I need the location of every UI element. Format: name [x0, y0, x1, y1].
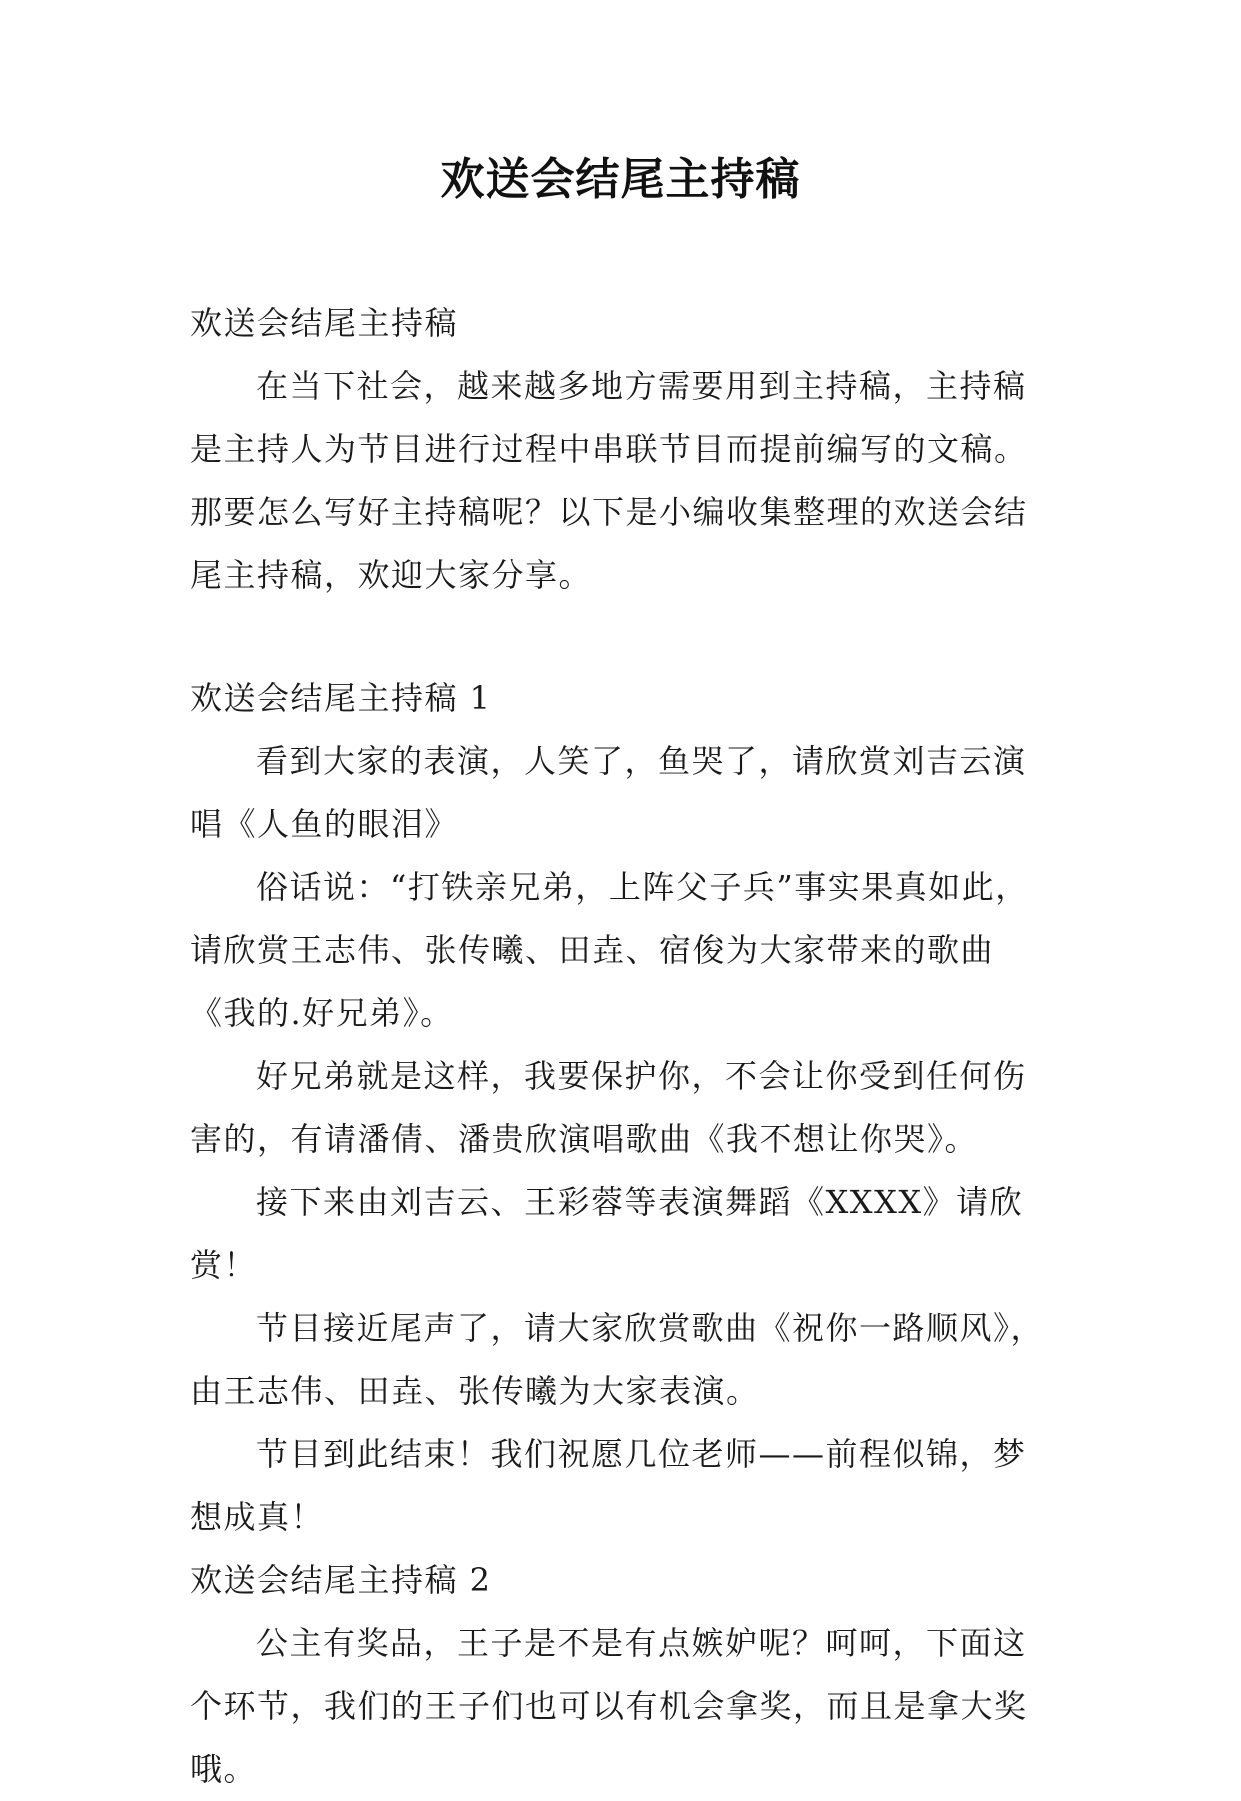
section-heading: 欢送会结尾主持稿 2 — [190, 1561, 492, 1599]
paragraph: 接下来由刘吉云、王彩蓉等表演舞蹈《XXXX》请欣赏！ — [190, 1183, 1024, 1284]
paragraph-spacer — [190, 607, 1056, 667]
document-body — [190, 292, 1056, 1801]
paragraph: 好兄弟就是这样，我要保护你，不会让你受到任何伤害的，有请潘倩、潘贵欣演唱歌曲《我不想让你哭》。 — [190, 1057, 1027, 1158]
section-heading: 欢送会结尾主持稿 — [190, 304, 459, 342]
paragraph: 节目接近尾声了，请大家欣赏歌曲《祝你一路顺风》，由王志伟、田垚、张传曦为大家表演。 — [190, 1309, 1045, 1410]
paragraph: 公主有奖品，王子是不是有点嫉妒呢？呵呵，下面这个环节，我们的王子们也可以有机会拿奖，而且是拿大奖哦。 — [190, 1624, 1028, 1788]
paragraph: 在当下社会，越来越多地方需要用到主持稿，主持稿是主持人为节目进行过程中串联节目而提前编写的文稿。那要怎么写好主持稿呢？以下是小编收集整理的欢送会结尾主持稿，欢迎大家分享。 — [190, 367, 1028, 594]
paragraph: 节目到此结束！我们祝愿几位老师——前程似锦，梦想成真！ — [190, 1435, 1027, 1536]
section-heading: 欢送会结尾主持稿 1 — [190, 679, 492, 717]
document-title: 欢送会结尾主持稿 — [440, 154, 801, 205]
paragraph: 俗话说：“打铁亲兄弟，上阵父子兵”事实果真如此，请欣赏王志伟、张传曦、田垚、宿俊为大家带来的歌曲《我的.好兄弟》。 — [190, 868, 1029, 1032]
paragraph: 看到大家的表演，人笑了，鱼哭了，请欣赏刘吉云演唱《人鱼的眼泪》 — [190, 742, 1027, 843]
